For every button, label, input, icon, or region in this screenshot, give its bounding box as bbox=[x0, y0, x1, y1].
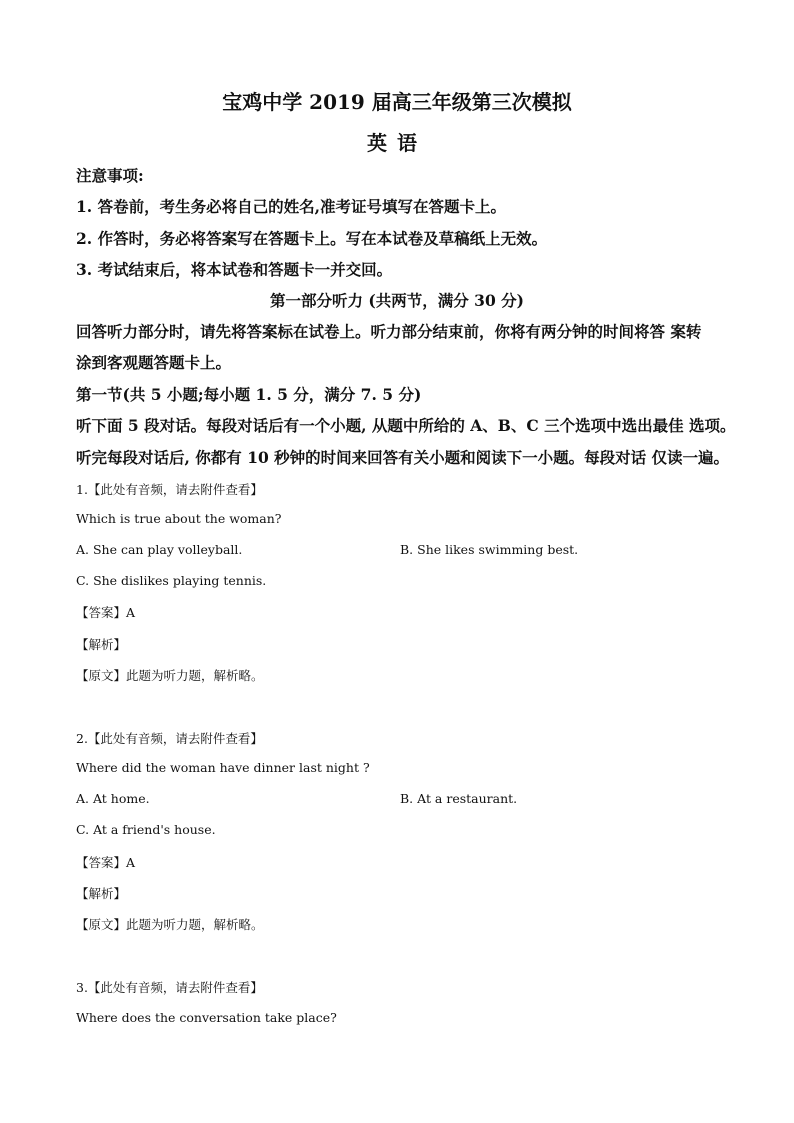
exam-title: 宝鸡中学 2019 届高三年级第三次模拟 bbox=[222, 90, 572, 114]
question-header: 2.【此处有音频，请去附件查看】 bbox=[76, 731, 263, 746]
answer-label: 【答案】A bbox=[76, 605, 136, 620]
option-c: C. At a friend's house. bbox=[76, 822, 216, 837]
original-text: 【原文】此题为听力题，解析略。 bbox=[76, 668, 264, 683]
option-a: A. She can play volleyball. bbox=[76, 542, 243, 557]
notice-item-1: 1. 答卷前，考生务必将自己的姓名,准考证号填写在答题卡上。 bbox=[76, 197, 506, 216]
option-b: B. She likes swimming best. bbox=[400, 542, 579, 557]
notice-item-3: 3. 考试结束后，将本试卷和答题卡一并交回。 bbox=[76, 260, 393, 279]
part1-instruction-line1: 回答听力部分时，请先将答案标在试卷上。听力部分结束前，你将有两分钟的时间将答 案转 bbox=[76, 322, 702, 341]
subject-title: 英语 bbox=[367, 131, 427, 155]
analysis-label: 【解析】 bbox=[76, 637, 127, 652]
analysis-label: 【解析】 bbox=[76, 886, 127, 901]
option-c: C. She dislikes playing tennis. bbox=[76, 573, 267, 588]
question-stem: Where does the conversation take place? bbox=[76, 1010, 337, 1025]
answer-label: 【答案】A bbox=[76, 855, 136, 870]
section1-instruction-line2: 听完每段对话后, 你都有 10 秒钟的时间来回答有关小题和阅读下一小题。每段对话 仅读一遍。 bbox=[76, 448, 730, 467]
notice-heading: 注意事项: bbox=[76, 166, 144, 185]
question-header: 1.【此处有音频，请去附件查看】 bbox=[76, 482, 263, 497]
question-stem: Where did the woman have dinner last night ? bbox=[76, 760, 370, 775]
option-b: B. At a restaurant. bbox=[400, 791, 518, 806]
part1-title: 第一部分听力 (共两节，满分 30 分) bbox=[270, 291, 524, 310]
option-a: A. At home. bbox=[76, 791, 150, 806]
notice-item-2: 2. 作答时，务必将答案写在答题卡上。写在本试卷及草稿纸上无效。 bbox=[76, 229, 548, 248]
question-stem: Which is true about the woman? bbox=[76, 511, 282, 526]
section1-title: 第一节(共 5 小题;每小题 1. 5 分，满分 7. 5 分) bbox=[76, 385, 422, 404]
part1-instruction-line2: 涂到客观题答题卡上。 bbox=[76, 353, 232, 372]
original-text: 【原文】此题为听力题，解析略。 bbox=[76, 917, 264, 932]
section1-instruction-line1: 听下面 5 段对话。每段对话后有一个小题, 从题中所给的 A、B、C 三个选项中选出最佳 选项。 bbox=[76, 416, 736, 435]
question-header: 3.【此处有音频，请去附件查看】 bbox=[76, 980, 263, 995]
